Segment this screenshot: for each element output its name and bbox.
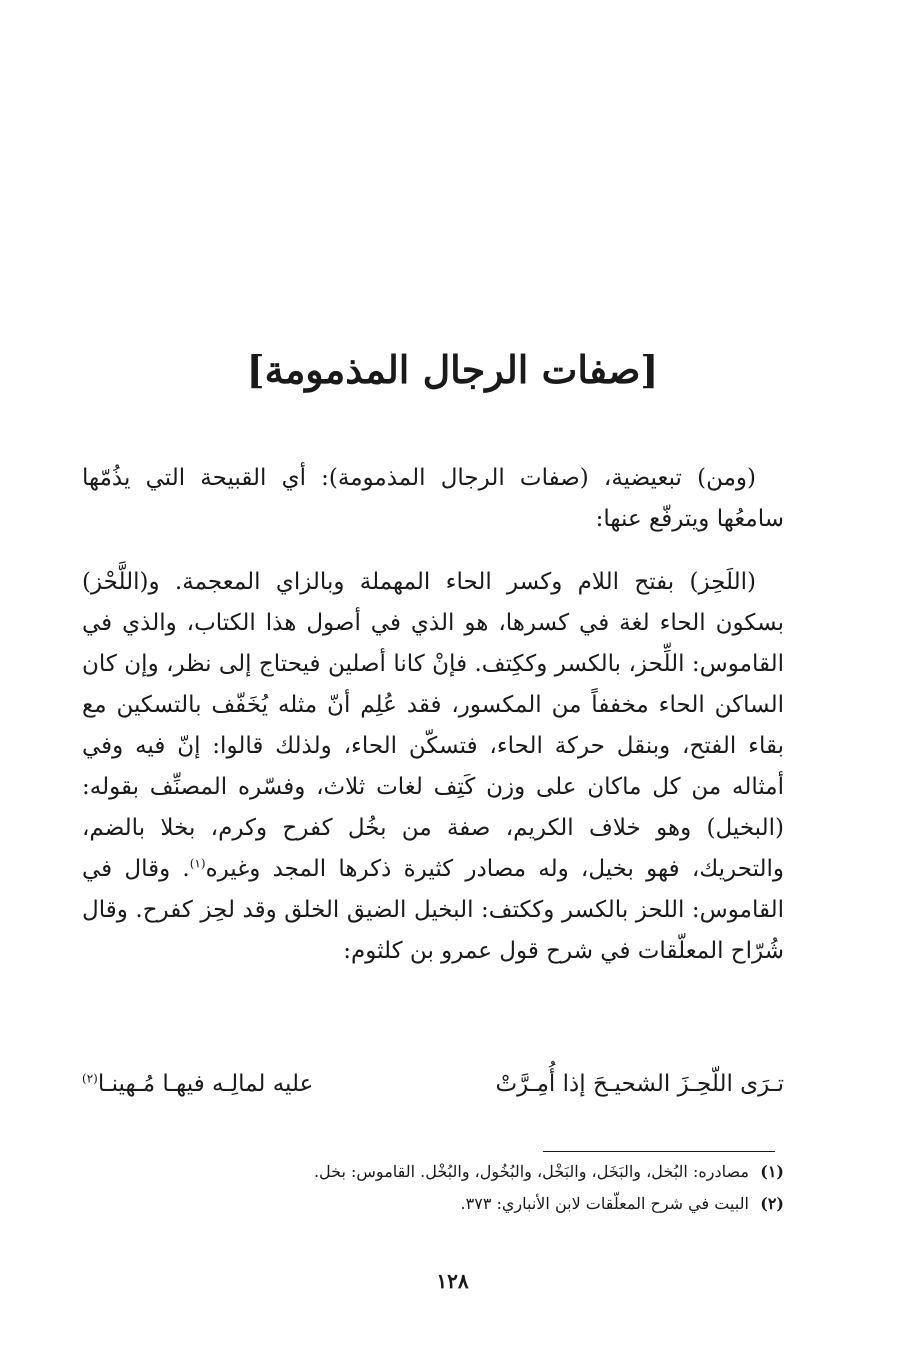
footnote-marker: (١) (189, 856, 206, 871)
paragraph-separator: . (170, 856, 190, 882)
poetry-verse (82, 1062, 784, 1106)
footnote-number: (٢) (760, 1194, 784, 1213)
page-number: ١٢٨ (436, 1269, 469, 1293)
paragraph (82, 562, 784, 972)
footnote-divider (543, 1151, 775, 1152)
body-text (82, 458, 784, 972)
paragraph-text: وقال في القاموس: اللحز بالكسر وككتف: البخيل الضيق الخلق وقد لحِز كفرح. وقال شُرّاح المعلّقات في شرح قول عمرو بن كلثوم: (82, 856, 784, 964)
footnote-marker: (٢) (82, 1071, 98, 1086)
footnote-number: (١) (760, 1162, 784, 1181)
footnote-text: مصادره: البُخل، والبَخَل، والبَخْل، والبُخُول، والبُخْل. القاموس: بخل. (313, 1162, 749, 1181)
verse-second-hemistich-wrap (82, 1062, 313, 1106)
footnote-text: البيت في شرح المعلّقات لابن الأنباري: ٣٧٣. (460, 1194, 749, 1213)
footnotes (82, 1156, 784, 1220)
paragraph: (ومن) تبعيضية، (صفات الرجال المذمومة): أي القبيحة التي يذُمّها سامعُها ويترفّع عنها: (82, 465, 784, 532)
paragraph-text: (اللَحِز) بفتح اللام وكسر الحاء المهملة وبالزاي المعجمة. و(اللَّحْز) بسكون الحاء لغة في كسرها، هو الذي في أصول هذا الكتاب، والذي في القاموس: اللِّحز، بالكسر وككِتف. فإنْ كانا أصلين فيحتاج إلى نظر، وإن كان الساكن الحاء مخففاً من المكسور، فقد عُلِم أنّ مثله يُخَفّف بالتسكين مع بقاء الفتح، وبنقل حركة الحاء، فتسكّن الحاء، ولذلك قالوا: إنّ فيه وفي أمثاله من كل ماكان على وزن كَتِف لغات ثلاث، وفسّره المصنِّف بقوله: (البخيل) وهو خلاف الكريم، صفة من بخُل كفرح وكرم، بخلا بالضم، والتحريك، فهو بخيل، وله مصادر كثيرة ذكرها المجد وغيره (82, 569, 785, 882)
section-title: [صفات الرجال المذمومة] (246, 347, 659, 392)
verse-first-hemistich: تـرَى اللّحِـزَ الشحيـحَ إذا أُمِـرَّتْ (495, 1071, 784, 1097)
verse-second-hemistich: عليه لمالِـه فيهـا مُـهينـا (97, 1071, 314, 1097)
footnote (82, 1188, 784, 1220)
footnote (82, 1156, 784, 1188)
